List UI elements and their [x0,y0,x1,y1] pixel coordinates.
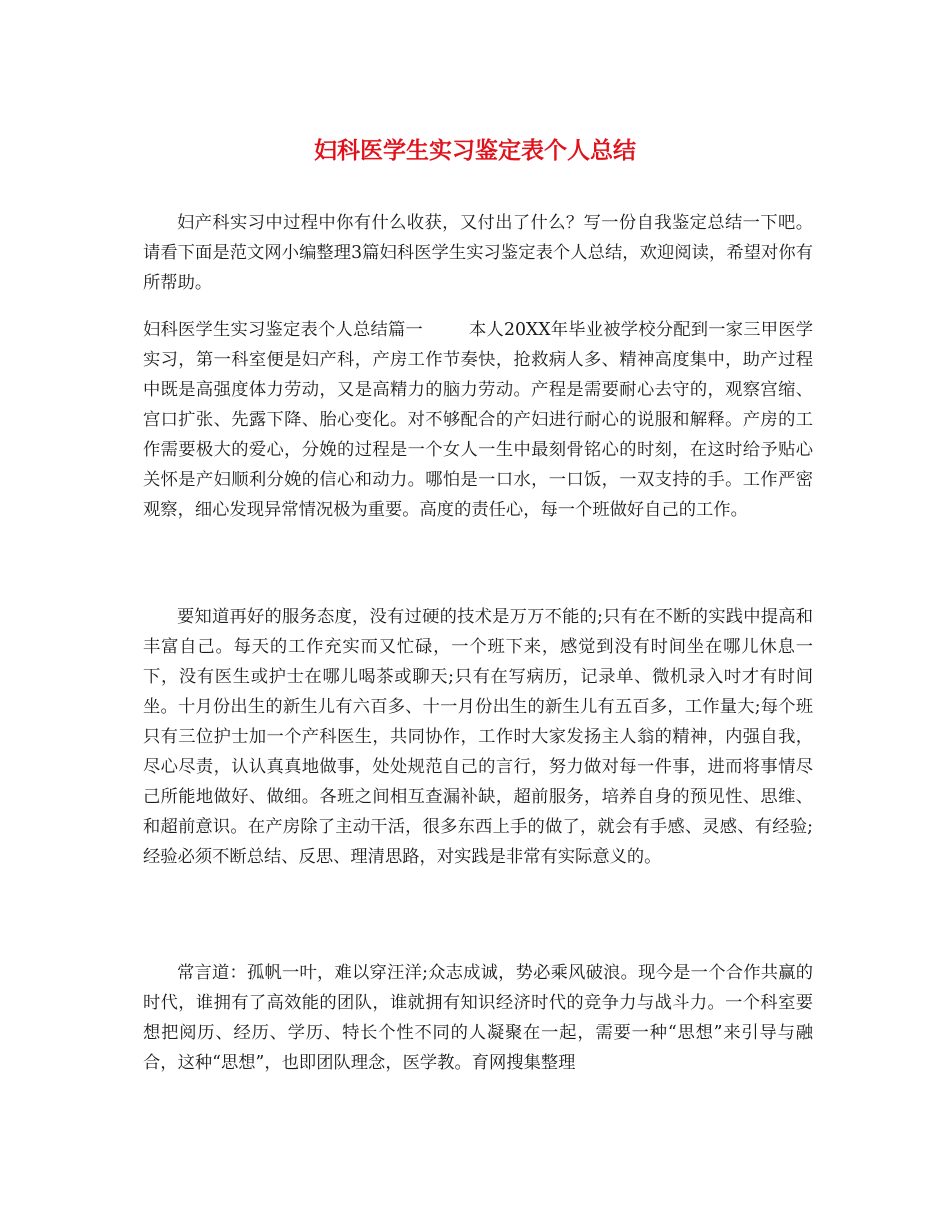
section1-block-2 [143,602,813,872]
section1-heading: 妇科医学生实习鉴定表个人总结篇一 [143,320,423,340]
section1-block [143,315,813,525]
intro-block [143,208,813,298]
intro-paragraph: 妇产科实习中过程中你有什么收获，又付出了什么？写一份自我鉴定总结一下吧。请看下面是范文网小编整理3篇妇科医学生实习鉴定表个人总结，欢迎阅读，希望对你有所帮助。 [143,213,813,293]
document-title: 妇科医学生实习鉴定表个人总结 [314,137,636,164]
section1-paragraph-2: 要知道再好的服务态度，没有过硬的技术是万万不能的;只有在不断的实践中提高和丰富自己。每天的工作充实而又忙碌，一个班下来，感觉到没有时间坐在哪儿休息一下，没有医生或护士在哪儿喝茶或聊天;只有在写病历，记录单、微机录入吋才有时间坐。十月份出生的新生儿有六百多、十一月份出生的新生儿有五百多，工作量大;每个班只有三位护士加一个产科医生，共同协作，工作时大家发扬主人翁的精神，内强自我，尽心尽责，认认真真地做事，处处规范自己的言行，努力做对每一件事，进而将事情尽己所能地做好、做细。各班之间相互查漏补缺，超前服务，培养自身的预见性、思维、和超前意识。在产房除了主动干活，很多东西上手的做了，就会有手感、灵感、有经验;经验必须不断总结、反思、理清思路，对实践是非常有实际意义的。 [143,607,813,867]
section1-paragraph-1: 本人20XX年毕业被学校分配到一家三甲医学实习，第一科室便是妇产科，产房工作节奏快，抢救病人多、精神高度集中，助产过程中既是高强度体力劳动，又是高精力的脑力劳动。产程是需要耐心去守的，观察宫缩、宫口扩张、先露下降、胎心变化。对不够配合的产妇进行耐心的说服和解释。产房的工作需要极大的爱心，分娩的过程是一个女人一生中最刻骨铭心的时刻，在这时给予贴心关怀是产妇顺利分娩的信心和动力。哪怕是一口水，一口饭，一双支持的手。工作严密观察，细心发现异常情况极为重要。高度的责任心，每一个班做好自己的工作。 [143,320,813,520]
section1-paragraph-3: 常言道：孤帆一叶，难以穿汪洋;众志成诚，势必乘风破浪。现今是一个合作共赢的时代，谁拥有了高效能的团队，谁就拥有知识经济时代的竞争力与战斗力。一个科室要想把阅历、经历、学历、特长个性不同的人凝聚在一起，需要一种“思想”来引导与融合，这种“思想”，也即团队理念，医学教。育网搜集整理 [143,963,813,1073]
section1-block-3 [143,958,813,1078]
section1-first-paragraph [143,315,813,525]
